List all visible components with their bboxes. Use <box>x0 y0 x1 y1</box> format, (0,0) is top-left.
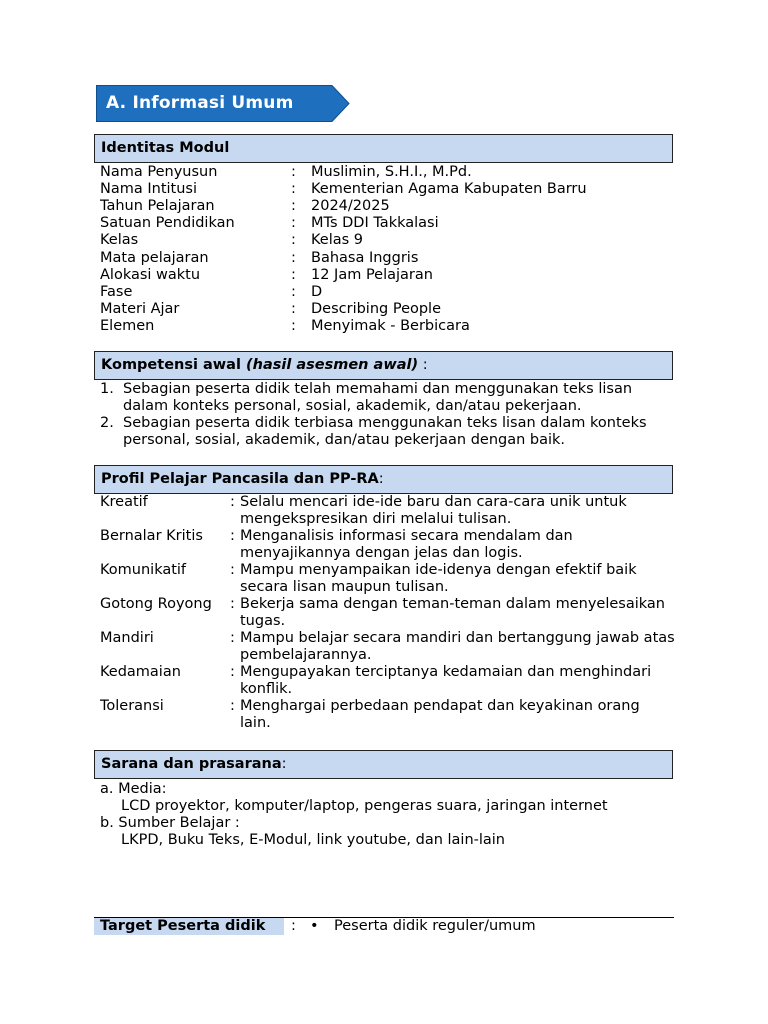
kompetensi-header-italic: (hasil asesmen awal) <box>246 357 419 373</box>
identitas-value: D <box>311 283 323 300</box>
kompetensi-item-number: 2. <box>100 415 114 431</box>
identitas-colon: : <box>291 283 296 300</box>
identitas-label: Tahun Pelajaran <box>100 198 215 215</box>
identitas-label: Kelas <box>100 232 139 249</box>
profil-text: Bekerja sama dengan teman-teman dalam menyelesaikan tugas. <box>240 596 665 629</box>
profil-label: Kedamaian <box>100 664 181 680</box>
kompetensi-item-text: Sebagian peserta didik terbiasa menggunakan teks lisan dalam konteks personal, sosial, akademik, dan/atau pekerjaan dengan baik. <box>123 415 647 448</box>
profil-label: Bernalar Kritis <box>100 528 203 544</box>
identitas-header-text: Identitas Modul <box>101 140 230 156</box>
profil-label: Gotong Royong <box>100 596 212 612</box>
profil-colon: : <box>230 630 235 646</box>
profil-text: Mengupayakan terciptanya kedamaian dan menghindari konflik. <box>240 664 652 697</box>
profil-colon: : <box>230 562 235 578</box>
profil-text: Menghargai perbedaan pendapat dan keyakinan orang lain. <box>240 698 640 731</box>
sarana-media-label: a. Media: <box>100 781 167 797</box>
profil-item <box>100 596 675 630</box>
identitas-label: Nama Intitusi <box>100 181 197 198</box>
profil-colon: : <box>230 596 235 612</box>
profil-text: Selalu mencari ide-ide baru dan cara-cara unik untuk mengekspresikan diri melalui tulisan. <box>240 494 627 527</box>
profil-colon: : <box>230 528 235 544</box>
sarana-sumber-text: LKPD, Buku Teks, E-Modul, link youtube, dan lain-lain <box>121 832 506 848</box>
kompetensi-header-bold: Kompetensi awal <box>101 357 246 373</box>
identitas-value: Bahasa Inggris <box>311 249 419 266</box>
profil-colon: : <box>230 494 235 510</box>
identitas-label: Nama Penyusun <box>100 164 218 180</box>
profil-header <box>94 465 673 494</box>
identitas-value: Kelas 9 <box>311 232 364 249</box>
profil-text: Menganalisis informasi secara mendalam dan menyajikannya dengan jelas dan logis. <box>240 528 573 561</box>
profil-header-bold: Profil Pelajar Pancasila dan PP-RA <box>101 471 379 487</box>
identitas-colon: : <box>291 198 296 215</box>
profil-label: Kreatif <box>100 494 148 510</box>
identitas-colon: : <box>291 249 296 266</box>
section-banner <box>96 85 350 122</box>
section-title: A. Informasi Umum <box>106 93 294 113</box>
identitas-value: Menyimak - Berbicara <box>311 317 470 334</box>
identitas-colon: : <box>291 300 296 317</box>
target-bullet-icon: • <box>310 918 319 934</box>
sarana-header-tail: : <box>281 756 287 772</box>
identitas-value: Muslimin, S.H.I., M.Pd. <box>311 164 472 180</box>
kompetensi-item <box>100 381 675 415</box>
kompetensi-item-text: Sebagian peserta didik telah memahami dan menggunakan teks lisan dalam konteks personal, sosial, akademik, dan/atau pekerjaan. <box>123 381 633 414</box>
profil-item <box>100 630 675 664</box>
identitas-value: 12 Jam Pelajaran <box>311 266 433 283</box>
kompetensi-header <box>94 351 673 380</box>
profil-item <box>100 528 675 562</box>
identitas-colon: : <box>291 215 296 232</box>
identitas-label: Elemen <box>100 317 155 334</box>
sarana-media-text: LCD proyektor, komputer/laptop, pengeras suara, jaringan internet <box>121 798 608 814</box>
identitas-colon: : <box>291 317 296 334</box>
identitas-value: Kementerian Agama Kabupaten Barru <box>311 181 587 198</box>
profil-header-tail: : <box>378 471 384 487</box>
identitas-colon: : <box>291 164 296 180</box>
sarana-sumber-label: b. Sumber Belajar : <box>100 815 240 831</box>
sarana-header-bold: Sarana dan prasarana <box>101 756 282 772</box>
profil-item <box>100 562 675 596</box>
target-colon: : <box>291 918 296 934</box>
kompetensi-header-tail: : <box>418 357 428 373</box>
identitas-header <box>94 134 673 163</box>
profil-item <box>100 494 675 528</box>
profil-label: Mandiri <box>100 630 154 646</box>
kompetensi-item <box>100 415 675 449</box>
identitas-label: Fase <box>100 283 133 300</box>
kompetensi-item-number: 1. <box>100 381 114 397</box>
identitas-value: MTs DDI Takkalasi <box>311 215 439 232</box>
identitas-colon: : <box>291 181 296 198</box>
target-label: Target Peserta didik <box>94 918 284 935</box>
identitas-colon: : <box>291 232 296 249</box>
identitas-label: Alokasi waktu <box>100 266 201 283</box>
identitas-label: Mata pelajaran <box>100 249 209 266</box>
identitas-colon: : <box>291 266 296 283</box>
profil-label: Komunikatif <box>100 562 187 578</box>
sarana-header <box>94 750 673 779</box>
identitas-label: Materi Ajar <box>100 300 180 317</box>
profil-item <box>100 664 675 698</box>
profil-item <box>100 698 675 732</box>
identitas-label: Satuan Pendidikan <box>100 215 235 232</box>
profil-colon: : <box>230 664 235 680</box>
identitas-value: 2024/2025 <box>311 198 390 215</box>
profil-text: Mampu menyampaikan ide-idenya dengan efektif baik secara lisan maupun tulisan. <box>240 562 637 595</box>
profil-text: Mampu belajar secara mandiri dan bertanggung jawab atas pembelajarannya. <box>240 630 675 663</box>
profil-label: Toleransi <box>100 698 164 714</box>
target-value: Peserta didik reguler/umum <box>334 918 536 934</box>
profil-colon: : <box>230 698 235 714</box>
identitas-value: Describing People <box>311 300 442 317</box>
